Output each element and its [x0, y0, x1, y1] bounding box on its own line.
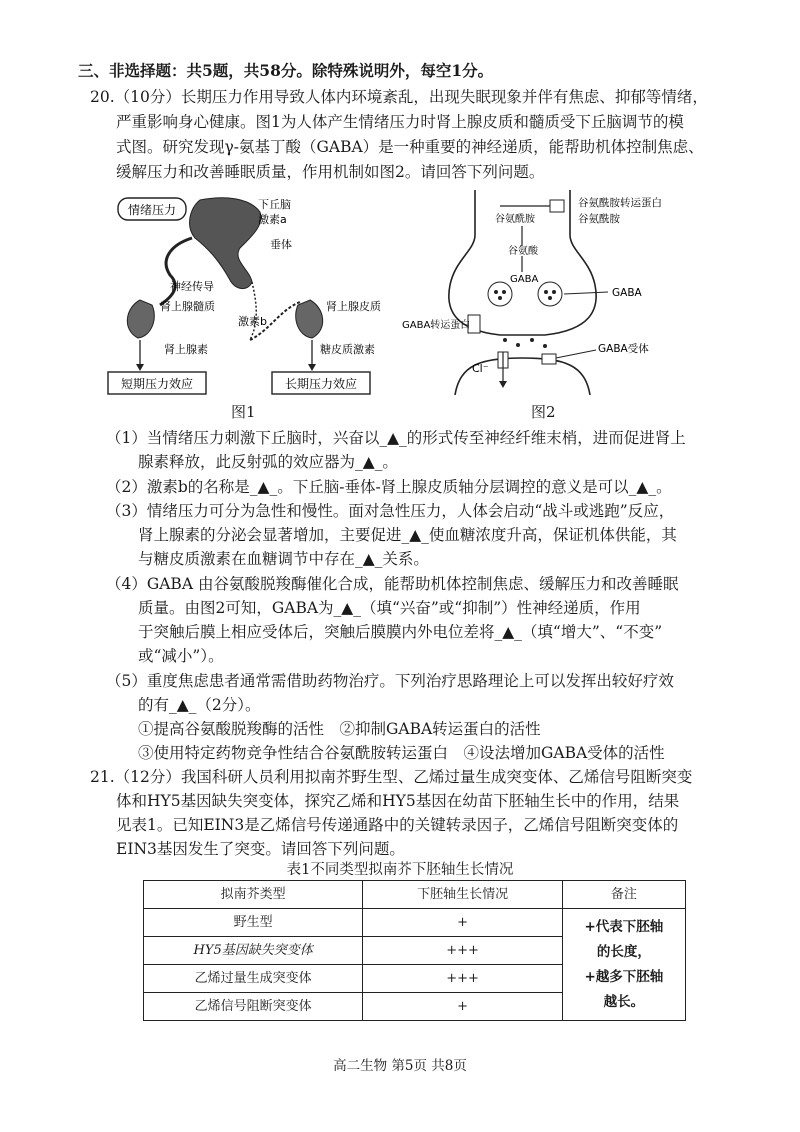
table-cell-growth: +++	[363, 965, 563, 993]
figure-1	[100, 190, 440, 400]
glutamate-label: 谷氨酸	[508, 246, 538, 257]
q20-5-line-2: 的有_▲_（2分）。	[138, 696, 261, 714]
table-cell-growth: +	[363, 909, 563, 937]
q20-4-line-2: 质量。由图2可知，GABA为_▲_（填“兴奋”或“抑制”）性神经递质，作用	[138, 599, 641, 617]
q20-intro-line-2: 严重影响身心健康。图1为人体产生情绪压力时肾上腺皮质和髓质受下丘脑调节的模	[116, 113, 684, 131]
chloride-label: Cl⁻	[472, 362, 489, 375]
table-cell-growth: +	[363, 993, 563, 1021]
glu-transporter-shape	[550, 200, 564, 212]
table-cell-type: 野生型	[144, 909, 363, 937]
table-cell-type: 乙烯过量生成突变体	[144, 965, 363, 993]
table-note-cell	[562, 909, 685, 1021]
table-note-line: +代表下胚轴	[584, 918, 664, 935]
q20-2-line-1: （2）激素b的名称是_▲_。下丘脑-垂体-肾上腺皮质轴分层调控的意义是可以_▲_。	[106, 478, 672, 496]
q20-intro-line-4: 缓解压力和改善睡眠质量，作用机制如图2。请回答下列问题。	[116, 163, 545, 181]
q20-4-line-1: （4）GABA 由谷氨酸脱羧酶催化合成，能帮助机体控制焦虑、缓解压力和改善睡眠	[106, 575, 679, 593]
table-header-row	[144, 881, 686, 909]
gaba-receptor-shape	[542, 354, 556, 364]
figure-1-caption: 图1	[231, 403, 256, 421]
glu-transporter-label: 谷氨酰胺转运蛋白	[578, 197, 662, 209]
table-note-line: 的长度，	[596, 943, 651, 960]
gaba-receptor-label: GABA受体	[598, 343, 649, 355]
q20-4-line-3: 于突触后膜上相应受体后，突触后膜膜内外电位差将_▲_（填“增大”、“不变”	[138, 623, 663, 641]
q21-intro-line-3: 见表1。已知EIN3是乙烯信号传递通路中的关键转录因子，乙烯信号阻断突变体的	[116, 816, 679, 834]
table-1	[143, 880, 686, 1021]
nerve-label: 神经传导	[170, 280, 214, 293]
q20-intro-line-1: 20.（10分）长期压力作用导致人体内环境紊乱，出现失眠现象并伴有焦虑、抑郁等情绪，	[90, 88, 708, 106]
q20-intro-line-3: 式图。研究发现γ-氨基丁酸（GABA）是一种重要的神经递质，能帮助机体控制焦虑、	[116, 138, 704, 156]
left-adrenal-shape	[127, 300, 154, 338]
gaba-transporter-label: GABA转运蛋白	[402, 320, 471, 331]
q20-5-line-1: （5）重度焦虑患者通常需借助药物治疗。下列治疗思路理论上可以发挥出较好疗效	[106, 672, 674, 690]
vesicle-left	[488, 282, 512, 306]
long-arrowhead	[308, 364, 316, 371]
table-header-note: 备注	[562, 881, 685, 909]
figure-2	[400, 190, 710, 395]
q20-3-line-2: 肾上腺素的分泌会显著增加，主要促进_▲_使血糖浓度升高，保证机体供能，其	[138, 526, 677, 544]
q20-3-line-1: （3）情绪压力可分为急性和慢性。面对急性压力，人体会启动“战斗或逃跑”反应，	[106, 502, 675, 520]
q21-intro-line-2: 体和HY5基因缺失突变体，探究乙烯和HY5基因在幼苗下胚轴生长中的作用，结果	[116, 792, 680, 810]
table-note-line: 越长。	[603, 993, 645, 1010]
glutamine-label: 谷氨酰胺	[578, 213, 620, 225]
q21-intro-line-1: 21.（12分）我国科研人员利用拟南芥野生型、乙烯过量生成突变体、乙烯信号阻断突变	[90, 768, 693, 786]
table-header-growth: 下胚轴生长情况	[363, 881, 563, 909]
hormone-b-label: 激素b	[238, 315, 267, 328]
short-effect-label: 短期压力效应	[120, 377, 194, 391]
adrenaline-label: 肾上腺素	[164, 343, 208, 356]
pituitary-label: 垂体	[270, 238, 292, 251]
gaba-inside-label: GABA	[510, 274, 539, 285]
page-footer: 高二生物 第5页 共8页	[333, 1058, 467, 1074]
nerve-path	[160, 238, 192, 305]
hormone-a-label: 激素a	[258, 213, 287, 226]
long-effect-label: 长期压力效应	[284, 377, 358, 391]
table-cell-type: 乙烯信号阻断突变体	[144, 993, 363, 1021]
q20-4-line-4: 或“减小”）。	[138, 647, 224, 665]
hypothalamus-shape	[190, 198, 261, 289]
q20-5-options-1: ①提高谷氨酸脱羧酶的活性 ②抑制GABA转运蛋白的活性	[138, 720, 541, 738]
q20-1-line-1: （1）当情绪压力刺激下丘脑时，兴奋以_▲_的形式传至神经纤维末梢，进而促进肾上	[106, 429, 686, 447]
q20-1-line-2: 腺素释放，此反射弧的效应器为_▲_。	[138, 453, 398, 471]
figure-2-caption: 图2	[531, 403, 556, 421]
table-header-type: 拟南芥类型	[144, 881, 363, 909]
pituitary-stalk	[250, 282, 256, 340]
gaba-label: GABA	[612, 287, 642, 299]
short-arrowhead	[136, 364, 144, 371]
cortisol-label: 糖皮质激素	[320, 343, 375, 356]
q21-intro-line-4: EIN3基因发生了突变。请回答下列问题。	[116, 840, 405, 858]
table-1-caption: 表1不同类型拟南芥下胚轴生长情况	[286, 862, 514, 878]
glutamine-inside-label: 谷氨酰胺	[495, 214, 535, 225]
emotion-label: 情绪压力	[127, 203, 177, 217]
right-adrenal-shape	[296, 300, 323, 338]
section-header: 三、非选择题：共5题，共58分。除特殊说明外，每空1分。	[78, 61, 494, 80]
hypothalamus-label: 下丘脑	[258, 198, 291, 211]
table-cell-type: HY5基因缺失突变体	[144, 937, 363, 965]
table-cell-growth: +++	[363, 937, 563, 965]
table-note-line: +越多下胚轴	[584, 968, 664, 985]
table-row	[144, 909, 686, 937]
q20-3-line-3: 与糖皮质激素在血糖调节中存在_▲_关系。	[138, 550, 429, 568]
vesicle-right	[538, 282, 562, 306]
cortex-label: 肾上腺皮质	[326, 300, 381, 313]
medulla-label: 肾上腺髓质	[160, 300, 215, 313]
q20-5-options-2: ③使用特定药物竞争性结合谷氨酰胺转运蛋白 ④设法增加GABA受体的活性	[138, 744, 665, 762]
